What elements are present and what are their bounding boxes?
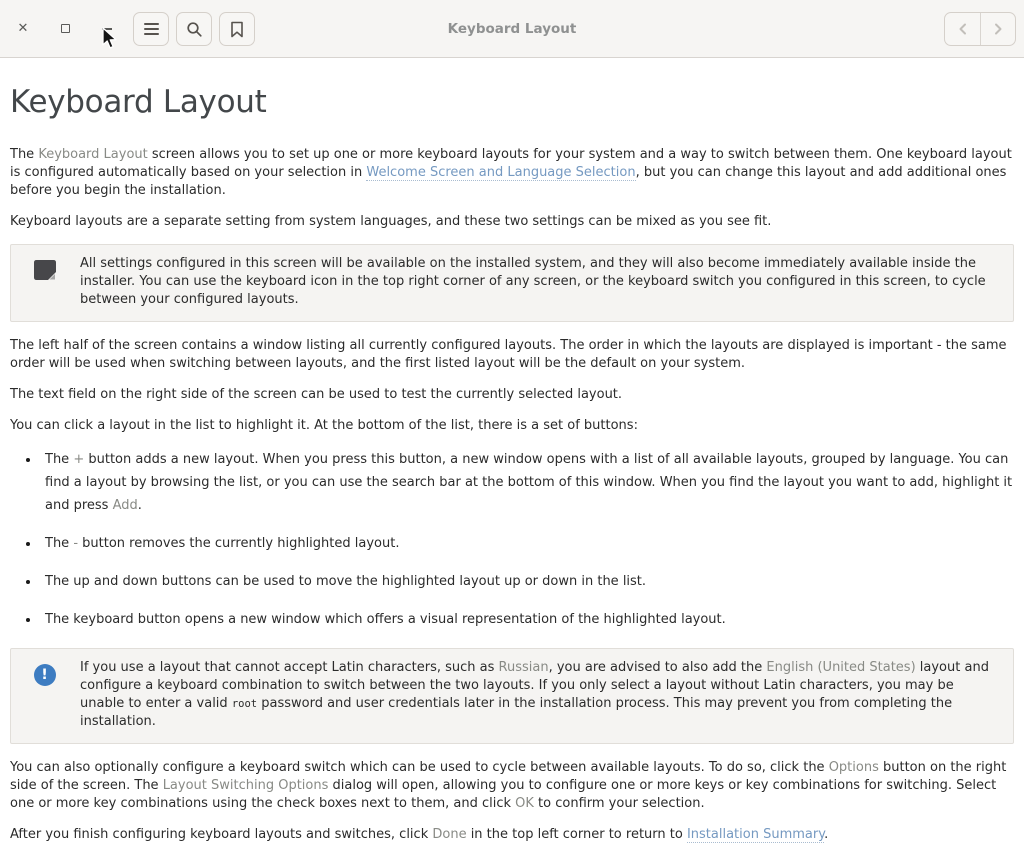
chevron-left-icon — [957, 22, 969, 36]
languages-paragraph: Keyboard layouts are a separate setting from system languages, and these two settings can be mixed as you see fit. — [10, 214, 772, 229]
minimize-icon — [102, 28, 112, 30]
list-item-updown-buttons: • The up and down buttons can be used to move the highlighted layout up or down in the list. — [40, 570, 1014, 593]
note-box — [10, 244, 1014, 322]
search-button[interactable] — [176, 12, 212, 46]
text-segment: , but you can change this layout and add additional ones before you begin the installation. — [10, 165, 1007, 198]
layout-list-paragraph: The left half of the screen contains a window listing all currently configured layouts. The order in which the layouts are displayed is important - the same order will be used when switching between layouts, and the first listed layout will be the default on your system. — [10, 338, 1007, 371]
hamburger-menu-icon — [144, 23, 159, 35]
important-box — [10, 648, 1014, 744]
bookmark-button[interactable] — [219, 12, 255, 46]
text-segment: in the top left corner to return to — [466, 827, 687, 842]
text-segment: , you are advised to also add the — [548, 660, 767, 675]
note-text: All settings configured in this screen will be available on the installed system, and they will also become immediately available inside the installer. You can use the keyboard icon in the top right corner of any screen, or the keyboard switch you configured in this screen, to cycle between your configured layouts. — [80, 256, 986, 307]
text-segment: You can also optionally configure a keyboard switch which can be used to cycle between available layouts. To do so, click the — [10, 760, 829, 775]
intro-paragraph — [10, 146, 1014, 200]
list-item-add-button — [40, 448, 1014, 517]
help-page — [0, 83, 1024, 844]
link-installation-summary[interactable]: Installation Summary — [686, 827, 825, 842]
text-segment: password and user credentials later in the installation process. This may prevent you from completing the installation. — [80, 696, 953, 729]
code-root: root — [231, 698, 258, 710]
back-button[interactable] — [945, 13, 980, 45]
text-segment: dialog will open, allowing you to configure one or more keys or key combinations for switching. Select one or more key combinations using the check boxes next to them, and click — [10, 778, 997, 811]
list-item-remove-button — [40, 532, 1014, 555]
text-segment: button removes the currently highlighted layout. — [78, 536, 400, 551]
buttons-intro-paragraph: You can click a layout in the list to highlight it. At the bottom of the list, there is a set of buttons: — [10, 418, 638, 433]
text-segment: The — [45, 452, 74, 467]
test-field-paragraph: The text field on the right side of the screen can be used to test the currently selected layout. — [10, 387, 623, 402]
text-segment: The — [10, 147, 39, 162]
link-welcome-screen-and-language-selection[interactable]: Welcome Screen and Language Selection — [366, 165, 636, 180]
gui-ref-russian: Russian — [498, 660, 549, 675]
text-segment: layout and configure a keyboard combination to switch between the two layouts. If you only select a layout without Latin characters, you may be unable to enter a valid — [80, 660, 989, 711]
maximize-button[interactable] — [56, 20, 74, 38]
exclamation-glyph: ! — [41, 666, 48, 683]
text-segment: After you finish configuring keyboard layouts and switches, click — [10, 827, 433, 842]
chevron-right-icon — [992, 22, 1004, 36]
layout-buttons-list — [10, 448, 1014, 631]
history-nav — [944, 12, 1016, 46]
search-icon — [186, 21, 203, 38]
close-icon: ✕ — [17, 21, 29, 36]
important-text — [80, 659, 996, 731]
page-title: Keyboard Layout — [10, 84, 267, 120]
text-segment: button on the right side of the screen. The — [10, 760, 1007, 793]
gui-ref-layout-switching-options: Layout Switching Options — [162, 778, 329, 793]
done-paragraph — [10, 826, 1014, 844]
text-segment: . — [137, 498, 142, 513]
forward-button[interactable] — [980, 13, 1015, 45]
close-button[interactable] — [14, 20, 32, 38]
gui-ref-done: Done — [432, 827, 467, 842]
text-segment: . — [824, 827, 829, 842]
note-icon — [34, 260, 56, 280]
gui-ref-english-united-states: English (United States) — [766, 660, 916, 675]
gui-ref-plus: + — [73, 452, 85, 467]
window-title: Keyboard Layout — [447, 21, 577, 37]
maximize-icon — [61, 24, 70, 33]
menu-button[interactable] — [133, 12, 169, 46]
text-segment: to confirm your selection. — [533, 796, 705, 811]
gui-ref-add: Add — [112, 498, 138, 513]
gui-ref-keyboard-layout: Keyboard Layout — [38, 147, 148, 162]
list-item-keyboard-button: • The keyboard button opens a new window which offers a visual representation of the highlighted layout. — [40, 608, 1014, 631]
window-controls — [14, 0, 116, 57]
text-segment: button adds a new layout. When you press this button, a new window opens with a list of all available layouts, grouped by language. You can find a layout by browsing the list, or you can use the search bar at the bottom of this window. When you find the layout you want to add, highlight it and press — [45, 452, 1013, 513]
bookmark-icon — [230, 21, 244, 38]
text-segment: The — [45, 536, 74, 551]
important-icon — [34, 664, 56, 686]
text-segment: If you use a layout that cannot accept Latin characters, such as — [80, 660, 499, 675]
switch-options-paragraph — [10, 759, 1014, 813]
gui-ref-ok: OK — [515, 796, 534, 811]
minimize-button[interactable] — [98, 20, 116, 38]
gui-ref-options: Options — [828, 760, 879, 775]
gui-ref-minus: - — [73, 536, 79, 551]
header-bar — [0, 0, 1024, 58]
text-segment: screen allows you to set up one or more keyboard layouts for your system and a way to switch between them. One keyboard layout is configured automatically based on your selection in — [10, 147, 1012, 180]
header-toolbar — [133, 12, 255, 46]
